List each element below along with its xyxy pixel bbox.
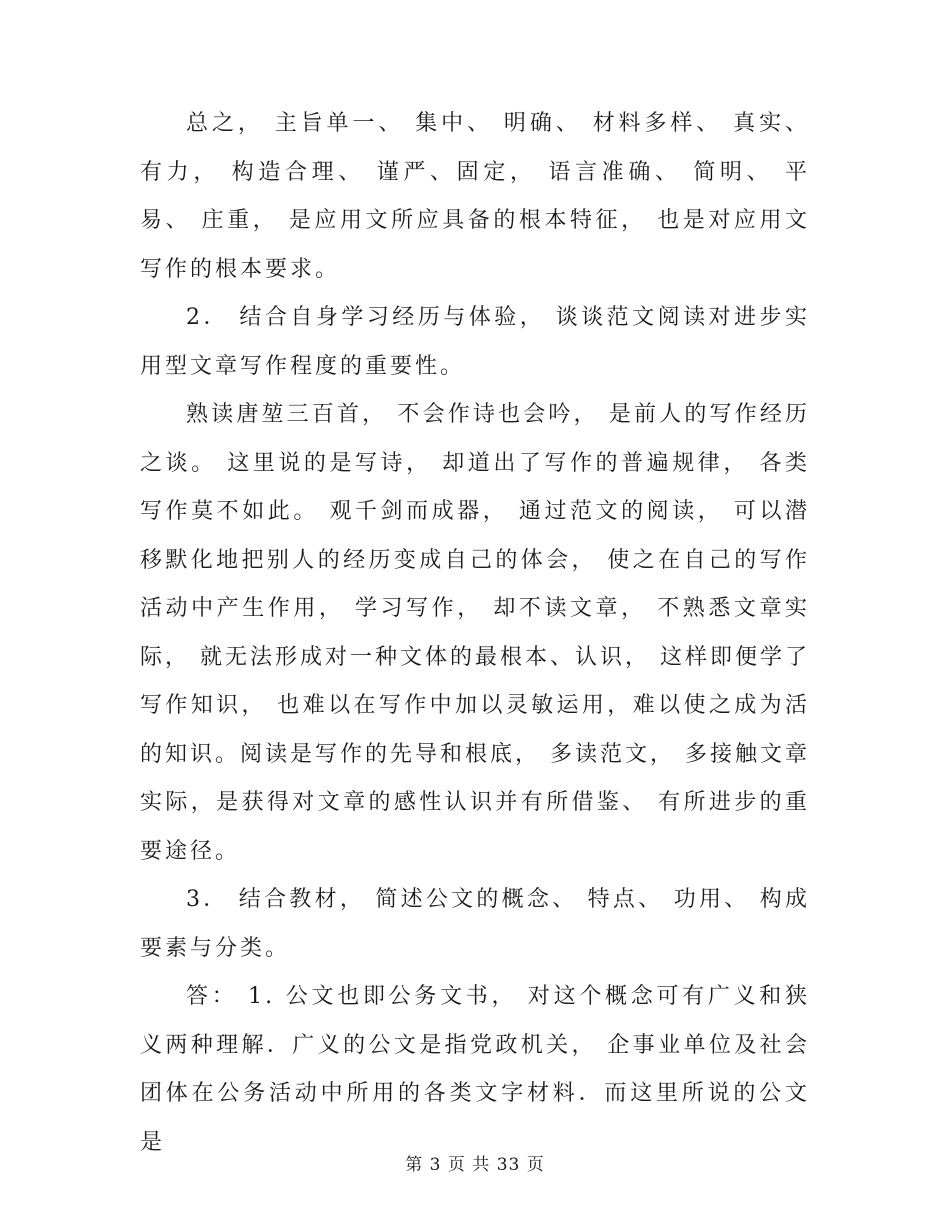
page-number-footer: 第 3 页 共 33 页 — [405, 1155, 545, 1175]
paragraph-question-3: 3． 结合教材， 简述公文的概念、 特点、 功用、 构成要素与分类。 — [140, 887, 810, 961]
paragraph-summary: 总之， 主旨单一、 集中、 明确、 材料多样、 真实、有力， 构造合理、 谨严、固定， 语言准确、 简明、 平易、 庄重， 是应用文所应具备的根本特征， 也是对应用文写作的根本要求。 — [140, 111, 810, 282]
paragraph-question-2: 2． 结合自身学习经历与体验， 谈谈范文阅读对进步实用型文章写作程度的重要性。 — [140, 305, 810, 379]
paragraph-answer-2: 熟读唐堃三百首， 不会作诗也会吟， 是前人的写作经历之谈。 这里说的是写诗， 却道出了写作的普遍规律， 各类写作莫不如此。 观千剑而成器， 通过范文的阅读， 可以潜移默化地把别人的经历变成自己的体会， 使之在自己的写作活动中产生作用， 学习写作， 却不读文章， 不熟悉文章实际， 就无法形成对一种文体的最根本、认识， 这样即便学了写作知识， 也难以在写作中加以灵敏运用，难以使之成为活的知识。阅读是写作的先导和根底， 多读范文， 多接触文章实际，是获得对文章的感性认识并有所借鉴、 有所进步的重要途径。 — [140, 402, 810, 864]
paragraph-answer-3: 答： 1. 公文也即公务文书， 对这个概念可有广义和狭义两种理解．广义的公文是指党政机关， 企事业单位及社会团体在公务活动中所用的各类文字材料．而这里所说的公文是 — [140, 984, 810, 1155]
document-body — [140, 100, 810, 1167]
